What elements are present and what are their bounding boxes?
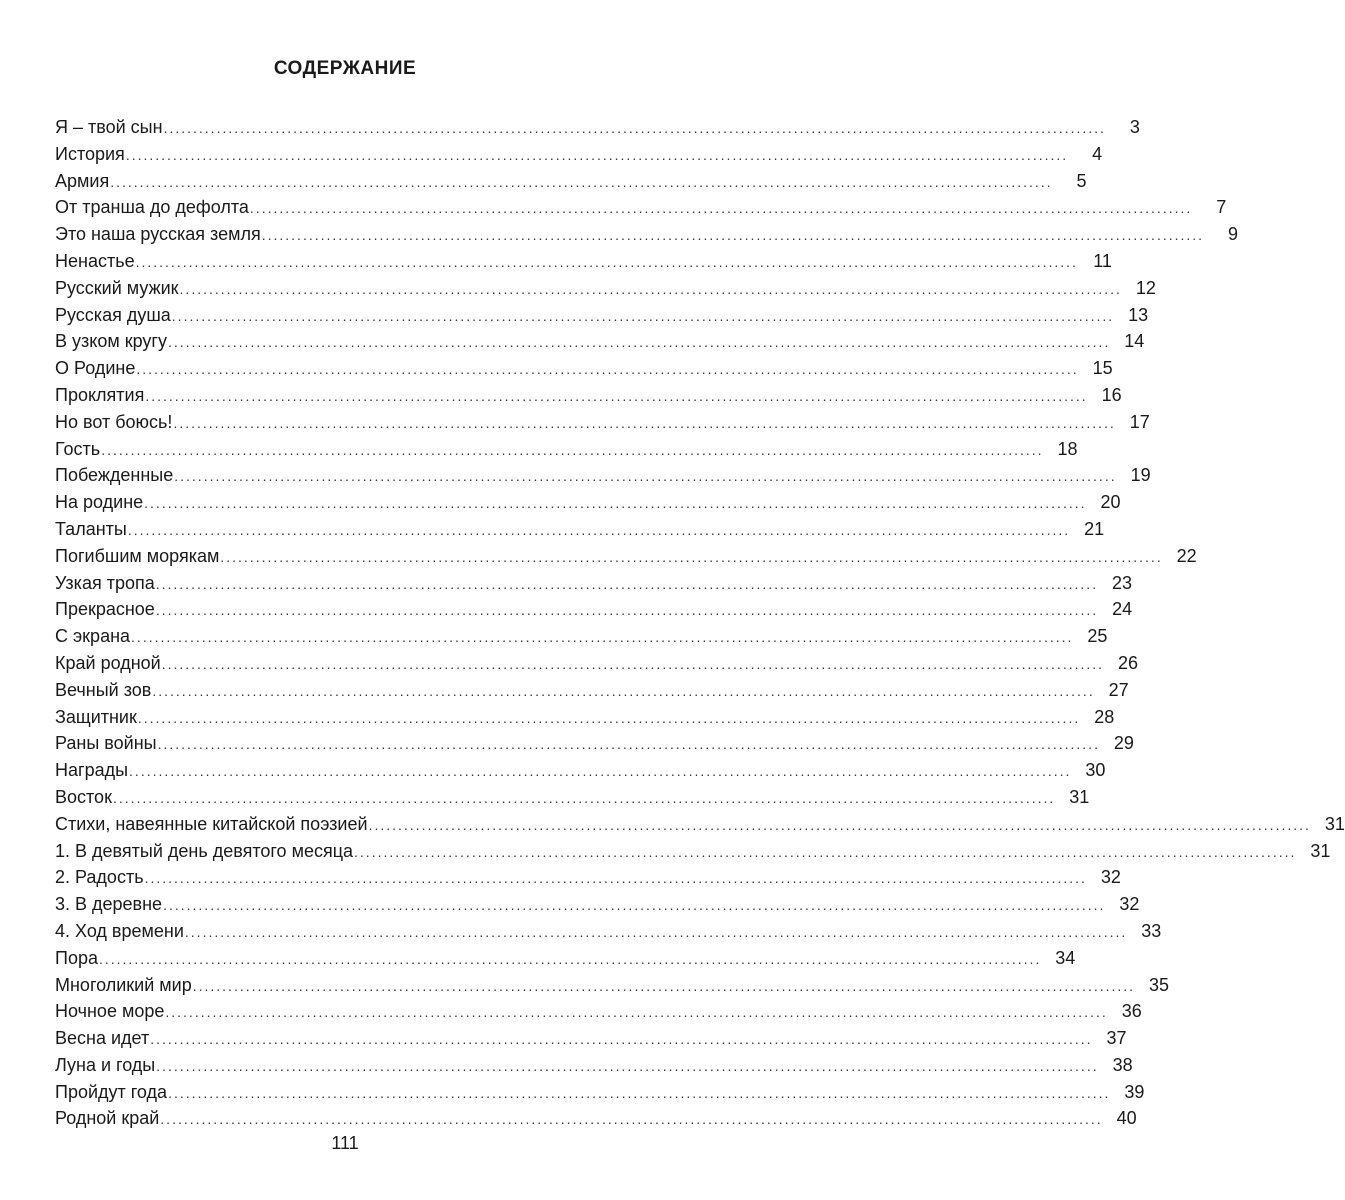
toc-entry-page: 12 bbox=[1135, 277, 1156, 298]
toc-leader-dots: ................................................................................................................................................................ bbox=[127, 521, 1071, 538]
toc-entry-page: 13 bbox=[1128, 304, 1149, 325]
toc-entry-page: 7 bbox=[1216, 197, 1227, 218]
toc-leader-dots: ................................................................................................................................................................ bbox=[101, 441, 1044, 458]
toc-leader-dots: ................................................................................................................................................................ bbox=[174, 468, 1117, 485]
toc-entry bbox=[55, 570, 1133, 597]
toc-leader-dots: ................................................................................................................................................................ bbox=[168, 1084, 1111, 1101]
toc-entry-page: 37 bbox=[1106, 1028, 1127, 1049]
toc-leader-dots: ................................................................................................................................................................ bbox=[165, 1004, 1108, 1021]
toc-entry bbox=[55, 436, 1078, 463]
toc-entry-title: Узкая тропа bbox=[55, 572, 155, 593]
toc-entry-page: 17 bbox=[1129, 411, 1150, 432]
toc-entry bbox=[55, 596, 1133, 623]
toc-leader-dots: ................................................................................................................................................................ bbox=[157, 736, 1100, 753]
toc-leader-dots: ................................................................................................................................................................ bbox=[135, 253, 1078, 270]
toc-leader-dots: ................................................................................................................................................................ bbox=[155, 602, 1099, 619]
toc-entry-title: На родине bbox=[55, 492, 144, 513]
toc-leader-dots: ................................................................................................................................................................ bbox=[125, 146, 1069, 163]
toc-entry-page: 31 bbox=[1069, 786, 1090, 807]
toc-entry bbox=[55, 998, 1142, 1025]
toc-entry-page: 35 bbox=[1149, 974, 1170, 995]
toc-entry bbox=[55, 838, 1331, 865]
toc-entry bbox=[55, 141, 1103, 168]
toc-entry bbox=[55, 972, 1170, 999]
toc-entry-page: 18 bbox=[1057, 438, 1078, 459]
toc-entry bbox=[55, 677, 1129, 704]
toc-entry bbox=[55, 1105, 1137, 1132]
toc-leader-dots: ................................................................................................................................................................ bbox=[163, 897, 1106, 914]
toc-entry bbox=[55, 757, 1106, 784]
toc-entry bbox=[55, 302, 1149, 329]
toc-entry-page: 30 bbox=[1085, 760, 1106, 781]
toc-entry-title: От транша до дефолта bbox=[55, 197, 249, 218]
toc-entry-page: 29 bbox=[1113, 733, 1134, 754]
toc-leader-dots: ................................................................................................................................................................ bbox=[179, 280, 1122, 297]
toc-entry-title: Пора bbox=[55, 947, 98, 968]
toc-entry-title: Погибшим морякам bbox=[55, 545, 220, 566]
toc-entry-title: 4. Ход времени bbox=[55, 920, 184, 941]
toc-leader-dots: ................................................................................................................................................................ bbox=[261, 227, 1205, 244]
toc-leader-dots: ................................................................................................................................................................ bbox=[112, 789, 1056, 806]
toc-entry-page: 3 bbox=[1129, 117, 1140, 137]
toc-entry-page: 36 bbox=[1121, 1001, 1142, 1022]
toc-entry-page: 22 bbox=[1176, 545, 1197, 566]
toc-entry-title: 1. В девятый день девятого месяца bbox=[55, 840, 354, 861]
toc-entry bbox=[55, 1079, 1145, 1106]
toc-leader-dots: ................................................................................................................................................................ bbox=[98, 950, 1042, 967]
toc-leader-dots: ................................................................................................................................................................ bbox=[173, 414, 1116, 431]
toc-entry bbox=[55, 194, 1227, 221]
toc-entry-title: 3. В деревне bbox=[55, 894, 163, 915]
toc-entry-page: 33 bbox=[1141, 920, 1162, 941]
toc-entry-title: Я – твой сын bbox=[55, 117, 163, 137]
toc-entry bbox=[55, 489, 1121, 516]
toc-entry-page: 21 bbox=[1084, 518, 1105, 539]
toc-leader-dots: ................................................................................................................................................................ bbox=[167, 334, 1111, 351]
toc-entry-title: Многоликий мир bbox=[55, 974, 192, 995]
toc-entry-page: 32 bbox=[1119, 894, 1140, 915]
toc-entry-title: Гость bbox=[55, 438, 101, 459]
toc-entry bbox=[55, 891, 1140, 918]
toc-leader-dots: ................................................................................................................................................................ bbox=[160, 1111, 1103, 1128]
toc-entry-title: История bbox=[55, 143, 125, 164]
toc-entry bbox=[55, 328, 1145, 355]
toc-leader-dots: ................................................................................................................................................................ bbox=[156, 1057, 1099, 1074]
toc-entry-page: 14 bbox=[1124, 331, 1145, 352]
toc-leader-dots: ................................................................................................................................................................ bbox=[368, 816, 1311, 833]
toc-leader-dots: ................................................................................................................................................................ bbox=[131, 629, 1074, 646]
toc-entry bbox=[55, 355, 1113, 382]
toc-entry-page: 24 bbox=[1112, 599, 1133, 620]
toc-entry-title: О Родине bbox=[55, 358, 136, 379]
toc-entry-title: Весна идет bbox=[55, 1028, 150, 1049]
toc-leader-dots: ................................................................................................................................................................ bbox=[137, 709, 1081, 726]
toc-leader-dots: ................................................................................................................................................................ bbox=[171, 307, 1115, 324]
toc-entry bbox=[55, 918, 1162, 945]
toc-entry bbox=[55, 409, 1150, 436]
toc-entry-title: Пройдут года bbox=[55, 1081, 168, 1102]
toc-entry-title: Побежденные bbox=[55, 465, 174, 486]
toc-entry bbox=[55, 704, 1115, 731]
toc-entry-page: 28 bbox=[1094, 706, 1115, 727]
toc-entry bbox=[55, 623, 1108, 650]
toc-leader-dots: ................................................................................................................................................................ bbox=[192, 977, 1136, 994]
toc-entry-page: 40 bbox=[1116, 1108, 1137, 1129]
toc-entry-title: Награды bbox=[55, 760, 129, 781]
toc-entry-page: 5 bbox=[1076, 170, 1087, 191]
toc-entry bbox=[55, 114, 1140, 141]
toc-entry-title: Проклятия bbox=[55, 384, 145, 405]
toc-entry bbox=[55, 1052, 1133, 1079]
toc-entry-title: Ночное море bbox=[55, 1001, 165, 1022]
toc-entry bbox=[55, 275, 1156, 302]
toc-entry-title: Русская душа bbox=[55, 304, 171, 325]
toc-entry bbox=[55, 945, 1076, 972]
toc-title: СОДЕРЖАНИЕ bbox=[273, 58, 417, 79]
toc-leader-dots: ................................................................................................................................................................ bbox=[249, 200, 1193, 217]
toc-entry-title: Таланты bbox=[55, 518, 127, 539]
toc-leader-dots: ................................................................................................................................................................ bbox=[220, 548, 1163, 565]
toc-entry bbox=[55, 248, 1112, 275]
toc-list bbox=[55, 114, 1345, 1132]
toc-entry bbox=[55, 543, 1197, 570]
toc-entry bbox=[55, 784, 1090, 811]
toc-entry-title: Родной край bbox=[55, 1108, 160, 1129]
toc-entry-page: 25 bbox=[1087, 626, 1108, 647]
toc-entry-page: 11 bbox=[1093, 250, 1112, 271]
toc-entry bbox=[55, 1025, 1127, 1052]
toc-entry bbox=[55, 462, 1151, 489]
toc-leader-dots: ................................................................................................................................................................ bbox=[110, 173, 1053, 190]
toc-entry-title: Защитник bbox=[55, 706, 137, 727]
toc-entry bbox=[55, 382, 1122, 409]
toc-entry-title: Вечный зов bbox=[55, 679, 152, 700]
toc-entry bbox=[55, 811, 1345, 838]
toc-entry-page: 26 bbox=[1118, 652, 1139, 673]
toc-entry-page: 39 bbox=[1124, 1081, 1145, 1102]
toc-entry bbox=[55, 864, 1121, 891]
toc-entry-title: Край родной bbox=[55, 652, 161, 673]
toc-entry-page: 23 bbox=[1112, 572, 1133, 593]
toc-leader-dots: ................................................................................................................................................................ bbox=[155, 575, 1099, 592]
page-number: 111 bbox=[331, 1133, 359, 1153]
toc-entry bbox=[55, 221, 1239, 248]
toc-entry-title: Это наша русская земля bbox=[55, 224, 261, 245]
toc-leader-dots: ................................................................................................................................................................ bbox=[150, 1031, 1093, 1048]
toc-entry-title: Луна и годы bbox=[55, 1054, 156, 1075]
toc-entry-title: Русский мужик bbox=[55, 277, 179, 298]
toc-leader-dots: ................................................................................................................................................................ bbox=[161, 655, 1105, 672]
toc-entry-page: 9 bbox=[1228, 224, 1239, 245]
toc-entry-title: Ненастье bbox=[55, 250, 135, 271]
toc-entry-title: Раны войны bbox=[55, 733, 157, 754]
toc-entry-page: 38 bbox=[1112, 1054, 1133, 1075]
toc-leader-dots: ................................................................................................................................................................ bbox=[136, 361, 1079, 378]
toc-leader-dots: ................................................................................................................................................................ bbox=[144, 495, 1087, 512]
toc-leader-dots: ................................................................................................................................................................ bbox=[129, 763, 1072, 780]
toc-entry-page: 32 bbox=[1100, 867, 1121, 888]
toc-entry-page: 16 bbox=[1101, 384, 1122, 405]
toc-leader-dots: ................................................................................................................................................................ bbox=[152, 682, 1095, 699]
toc-entry-title: В узком кругу bbox=[55, 331, 167, 352]
toc-entry-title: Но вот боюсь! bbox=[55, 411, 173, 432]
toc-entry-page: 15 bbox=[1092, 358, 1113, 379]
toc-entry-page: 20 bbox=[1100, 492, 1121, 513]
toc-entry-title: Армия bbox=[55, 170, 110, 191]
toc-leader-dots: ................................................................................................................................................................ bbox=[354, 843, 1297, 860]
toc-leader-dots: ................................................................................................................................................................ bbox=[163, 120, 1106, 136]
toc-entry-title: С экрана bbox=[55, 626, 131, 647]
toc-entry-title: 2. Радость bbox=[55, 867, 144, 888]
toc-entry-page: 34 bbox=[1055, 947, 1076, 968]
toc-entry bbox=[55, 650, 1139, 677]
toc-leader-dots: ................................................................................................................................................................ bbox=[184, 923, 1128, 940]
toc-entry bbox=[55, 516, 1105, 543]
toc-entry-page: 31 bbox=[1324, 813, 1345, 834]
toc-entry bbox=[55, 168, 1087, 195]
toc-entry bbox=[55, 730, 1134, 757]
toc-entry-page: 19 bbox=[1130, 465, 1151, 486]
toc-entry-title: Стихи, навеянные китайской поэзией bbox=[55, 813, 368, 834]
toc-entry-page: 4 bbox=[1092, 143, 1103, 164]
toc-leader-dots: ................................................................................................................................................................ bbox=[144, 870, 1087, 887]
toc-entry-title: Восток bbox=[55, 786, 112, 807]
toc-entry-page: 27 bbox=[1108, 679, 1129, 700]
toc-entry-title: Прекрасное bbox=[55, 599, 155, 620]
toc-leader-dots: ................................................................................................................................................................ bbox=[145, 387, 1088, 404]
toc-entry-page: 31 bbox=[1310, 840, 1331, 861]
